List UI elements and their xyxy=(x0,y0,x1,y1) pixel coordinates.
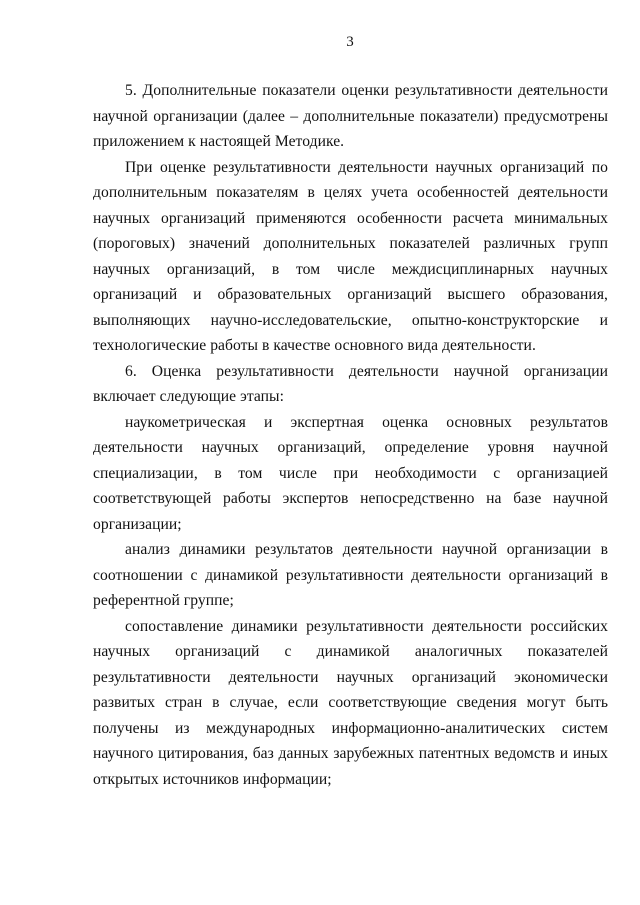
document-body xyxy=(93,78,608,792)
page-number: 3 xyxy=(346,34,354,50)
paragraph-6-stages-intro: 6. Оценка результативности деятельности научной организации включает следующие этапы: xyxy=(93,362,608,405)
paragraph-evaluation-features: При оценке результативности деятельности научных организаций по дополнительным показателям в целях учета особенностей деятельности научных организаций применяются особенности расчета минимальных (пороговых) значений дополнительных показателей различных групп научных организаций, в том числе междисциплинарных научных организаций и образовательных организаций высшего образования, выполняющих научно-исследовательские, опытно-конструкторские и технологические работы в качестве основного вида деятельности. xyxy=(93,158,608,354)
stage-dynamics-analysis: анализ динамики результатов деятельности научной организации в соотношении с динамикой результативности деятельности организаций в референтной группе; xyxy=(93,541,608,609)
stage-international-comparison: сопоставление динамики результативности деятельности российских научных организаций с динамикой аналогичных показателей результативности деятельности научных организаций экономически развитых стран в случае, если соответствующие сведения могут быть получены из международных информационно-аналитических систем научного цитирования, баз данных зарубежных патентных ведомств и иных открытых источников информации; xyxy=(93,617,608,788)
stage-scientometric-assessment: наукометрическая и экспертная оценка основных результатов деятельности научных организаций, определение уровня научной специализации, в том числе при необходимости с организацией соответствующей работы экспертов непосредственно на базе научной организации; xyxy=(93,413,608,533)
paragraph-5-additional-indicators: 5. Дополнительные показатели оценки результативности деятельности научной организации (далее – дополнительные показатели) предусмотрены приложением к настоящей Методике. xyxy=(93,82,608,150)
